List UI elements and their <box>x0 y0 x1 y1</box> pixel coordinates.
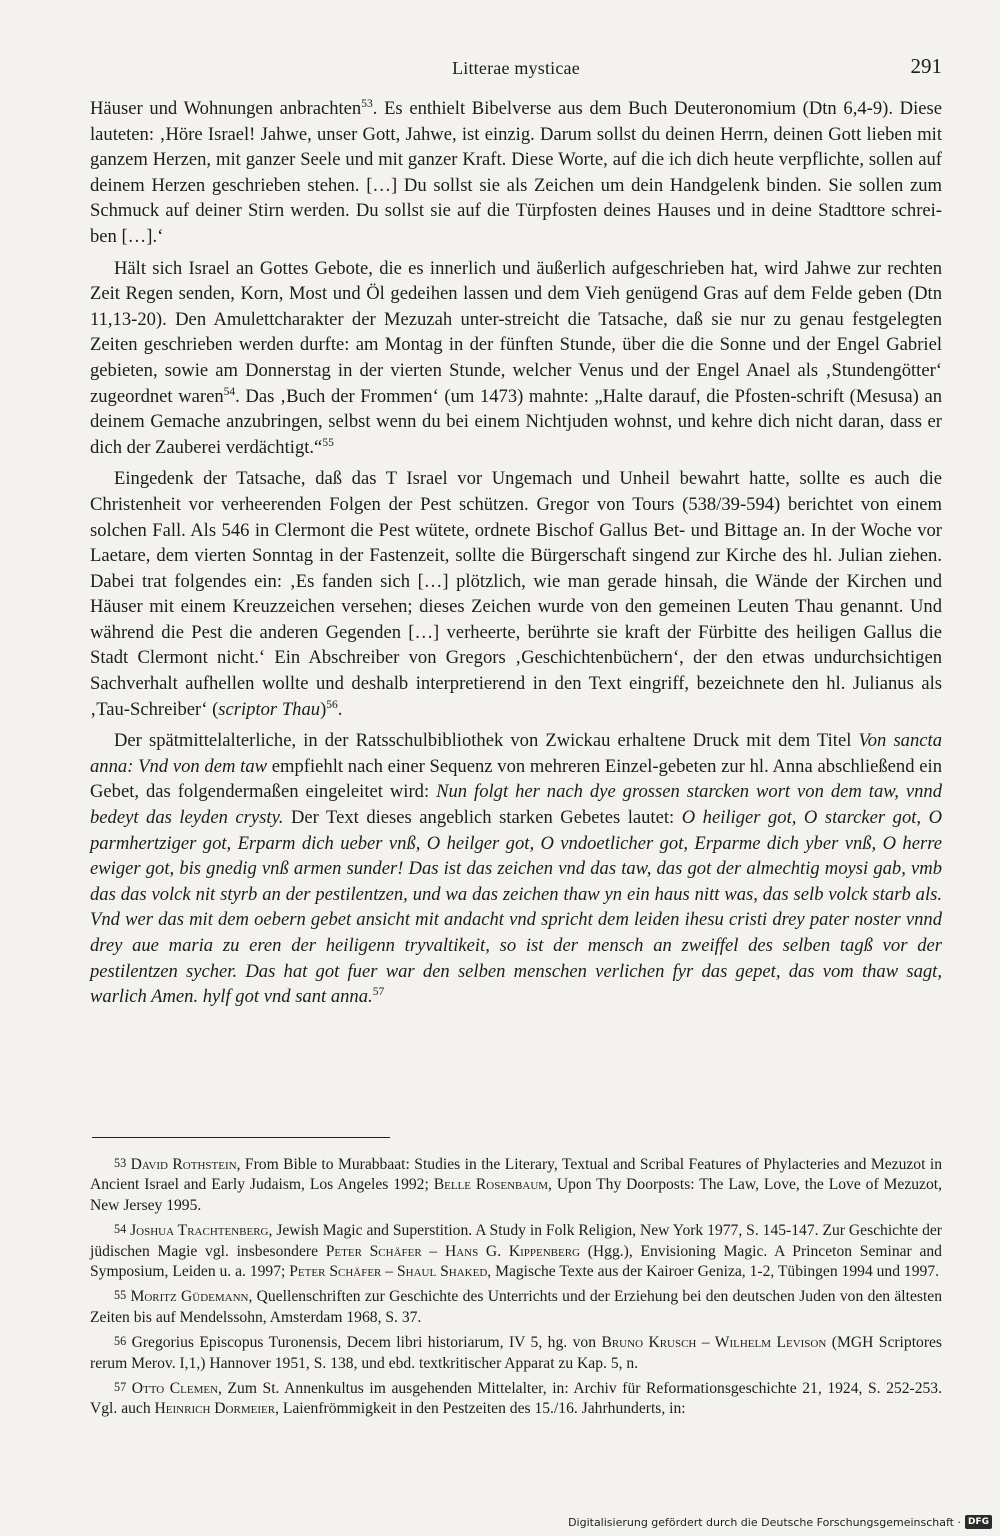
footnote <box>90 1285 942 1328</box>
text-run: Belle Rosenbaum <box>433 1176 549 1194</box>
running-title: Litterae mysticae <box>452 58 580 78</box>
footnote-marker: 55 <box>114 1288 127 1303</box>
footnote-marker: 56 <box>114 1334 127 1349</box>
footnote <box>90 1331 942 1374</box>
paragraph <box>90 466 942 722</box>
text-run: Moritz Güdemann <box>130 1288 249 1306</box>
text-run: . Es enthielt Bibelverse aus dem Buch Deuteronomium (Dtn 6,4-9). Diese lauteten: ‚Höre Israel! Jahwe, unser Gott, Jahwe, ist einzig. Darum sollst du deinen Herrn, deinen Gott lieben mit ganzem Herzen, mit ganzer Seele und mit ganzer Kraft. Diese Worte, auf die ich dich heute verpflichte, sollen auf deinem Herzen geschrieben stehen. […] Du sollst sie als Zeichen um dein Handgelenk binden. Sie sollen zum Schmuck auf deiner Stirn werden. Du sollst sie auf die Türpfosten deines Hauses und in deine Stadttore schrei-ben […].‘ <box>90 98 943 247</box>
text-run: Von sancta anna: Vnd von dem taw <box>90 730 942 777</box>
body-text <box>90 96 942 1016</box>
footnote-marker: 55 <box>322 436 334 449</box>
paragraph <box>90 96 942 250</box>
footnote <box>90 1219 942 1282</box>
text-run: , Laienfrömmigkeit in den Pestzeiten des 15./16. Jahrhunderts, in: <box>275 1400 686 1418</box>
text-run: , Jewish Magic and Superstition. A Study in Folk Religion, New York 1977, S. 145-147. Zur Geschichte der jüdischen Magie vgl. insbesondere <box>90 1222 942 1260</box>
text-run: . <box>337 698 343 720</box>
page-number: 291 <box>910 54 942 78</box>
footnote-marker: 56 <box>326 698 338 711</box>
footnote-marker: 57 <box>114 1380 127 1395</box>
page-header <box>90 54 942 88</box>
text-run: Der spätmittelalterliche, in der Ratsschulbibliothek von Zwickau erhaltene Druck mit dem Titel <box>114 730 859 752</box>
text-run: ) <box>320 698 327 720</box>
text-run: O heiliger got, O starcker got, O parmhertziger got, Erparm dich ueber vnß, O heilger got, O vndoetlicher got, Erparme dich yber vnß, O herre ewiger got, bis gnedig vnß armen sunder! Das ist das zeichen vnd das taw, das got der almechtig moysi gab, vmb das das volck nit styrb an der pestilentzen, und wa das zeichen thaw yn ein haus nitt was, das selb volck starb als. Vnd wer das mit dem oebern gebet ansicht mit andacht vnd spricht dem leiden ihesu cristi drey pater noster vnnd drey aue maria zu eren der heiligenn tryvaltikeit, so ist der mensch an zweiffel des selben tagß vor der pestilentzen sycher. Das hat got fuer war den selben menschen verlichen fyr das gepet, das vom thaw sagt, warlich Amen. hylf got vnd sant anna. <box>90 807 942 1008</box>
text-run: (MGH Scriptores rerum Merov. I,1,) Hannover 1951, S. 138, und ebd. textkritischer Apparat zu Kap. 5, n. <box>90 1334 943 1372</box>
footnote-marker: 57 <box>372 986 385 998</box>
paragraph <box>90 728 942 1010</box>
text-run: David Rothstein <box>130 1156 237 1173</box>
footnote-marker: 54 <box>223 385 236 398</box>
text-run: Joshua Trachtenberg <box>130 1222 269 1240</box>
text-run: , From Bible to Murabbaat: Studies in the Literary, Textual and Scribal Features of Phylacteries and Mezuzot in Ancient Israel and Early Judaism, Los Angeles 1992; <box>90 1156 942 1194</box>
text-run: Eingedenk der Tatsache, daß das T Israel vor Ungemach und Unheil bewahrt hatte, sollte es auch die Christenheit vor verheerenden Folgen der Pest schützen. Gregor von Tours (538/39-594) berichtet von einem solchen Fall. Als 546 in Clermont die Pest wütete, ordnete Bischof Gallus Bet- und Bittage an. In der Woche vor Laetare, dem vierten Sonntag in der Fastenzeit, sollte die Bürgerschaft singend zur Kirche des hl. Julian ziehen. Dabei trat folgendes ein: ‚Es fanden sich […] plötzlich, wie man gerade hinsah, die Wände der Kirchen und Häuser mit einem Kreuzzeichen versehen; dieses Zeichen wurde von den gemeinen Leuten Thau genannt. Und während die Pest die anderen Gegenden […] verheerte, berührte sie kraft der Fürbitte des heiligen Gallus die Stadt Clermont nicht.‘ Ein Abschreiber von Gregors ‚Geschichtenbüchern‘, der den etwas undurchsichtigen Sachverhalt aufhellen wollte und deshalb interpretierend in den Text eingriff, bezeichnete den hl. Julianus als ‚Tau-Schreiber‘ ( <box>90 468 942 720</box>
text-run: , Upon Thy Doorposts: The Law, Love, the Love of Mezuzot, New Jersey 1995. <box>90 1176 943 1214</box>
dfg-logo-icon: DFG <box>965 1515 992 1529</box>
footnote-marker: 53 <box>361 97 373 110</box>
text-run: Bruno Krusch – Wilhelm Levison <box>601 1334 827 1352</box>
text-run: , Quellenschriften zur Geschichte des Unterrichts und der Erziehung bei den deutschen Juden von den ältesten Zeiten bis auf Mendelssohn, Amsterdam 1968, S. 37. <box>90 1288 942 1326</box>
text-run: Nun folgt her nach dye grossen starcken wort von dem taw, vnnd bedeyt das leyden crysty. <box>90 781 942 829</box>
text-run: (Hgg.), Envisioning Magic. A Princeton Seminar and Symposium, Leiden u. a. 1997; <box>90 1242 942 1281</box>
text-run: , Zum St. Annenkultus im ausgehenden Mittelalter, in: Archiv für Reformationsgeschichte 21, 1924, S. 252-253. Vgl. auch <box>90 1380 942 1418</box>
text-run: Gregorius Episcopus Turonensis, Decem libri historiarum, IV 5, hg. von <box>126 1334 602 1352</box>
footnote <box>90 1377 942 1420</box>
paragraph <box>90 256 942 461</box>
footnote <box>90 1153 942 1216</box>
credit-text: Digitalisierung gefördert durch die Deutsche Forschungsgemeinschaft · <box>568 1515 961 1529</box>
text-run: Peter Schäfer – Shaul Shaked <box>289 1263 488 1281</box>
digitization-credit <box>568 1514 992 1530</box>
footnote-divider <box>92 1137 390 1138</box>
text-run: . Das ‚Buch der Frommen‘ (um 1473) mahnte: „Halte darauf, die Pfosten-schrift (Mesusa) an deinem Gemache anzubringen, selbst wenn du bei einem Nichtjuden wohnst, und kehre dich nicht daran, dass er dich der Zauberei verdächtigt.“ <box>90 385 942 458</box>
text-run: empfiehlt nach einer Sequenz von mehreren Einzel-gebeten zur hl. Anna abschließend ein Gebet, das folgendermaßen eingeleitet wird: <box>90 755 942 803</box>
footnotes <box>90 1153 942 1423</box>
text-run: , Magische Texte aus der Kairoer Geniza, 1-2, Tübingen 1994 und 1997. <box>487 1263 940 1281</box>
text-run: Otto Clemen <box>131 1380 219 1398</box>
text-run: Heinrich Dormeier <box>154 1400 276 1418</box>
text-run: Peter Schäfer – Hans G. Kippenberg <box>325 1242 580 1260</box>
text-run: Häuser und Wohnungen anbrachten <box>90 98 362 119</box>
text-run: Hält sich Israel an Gottes Gebote, die es innerlich und äußerlich aufgeschrieben hat, wird Jahwe zur rechten Zeit Regen senden, Korn, Most und Öl gedeihen lassen und dem Vieh genügend Gras auf dem Felde geben (Dtn 11,13-20). Den Amulettcharakter der Mezuzah unter-streicht die Tatsache, daß sie nur zu genau festgelegten Zeiten geschrieben werden durfte: am Montag in der fünften Stunde, über die die Sonne und der Engel Gabriel gebieten, sowie am Donnerstag in der vierten Stunde, welcher Venus und der Engel Anael als ‚Stundengötter‘ zugeordnet waren <box>90 257 942 407</box>
footnote-marker: 53 <box>114 1156 127 1170</box>
text-run: Der Text dieses angeblich starken Gebetes lautet: <box>283 807 682 829</box>
footnote-marker: 54 <box>114 1222 127 1237</box>
text-run: scriptor Thau <box>218 698 321 720</box>
